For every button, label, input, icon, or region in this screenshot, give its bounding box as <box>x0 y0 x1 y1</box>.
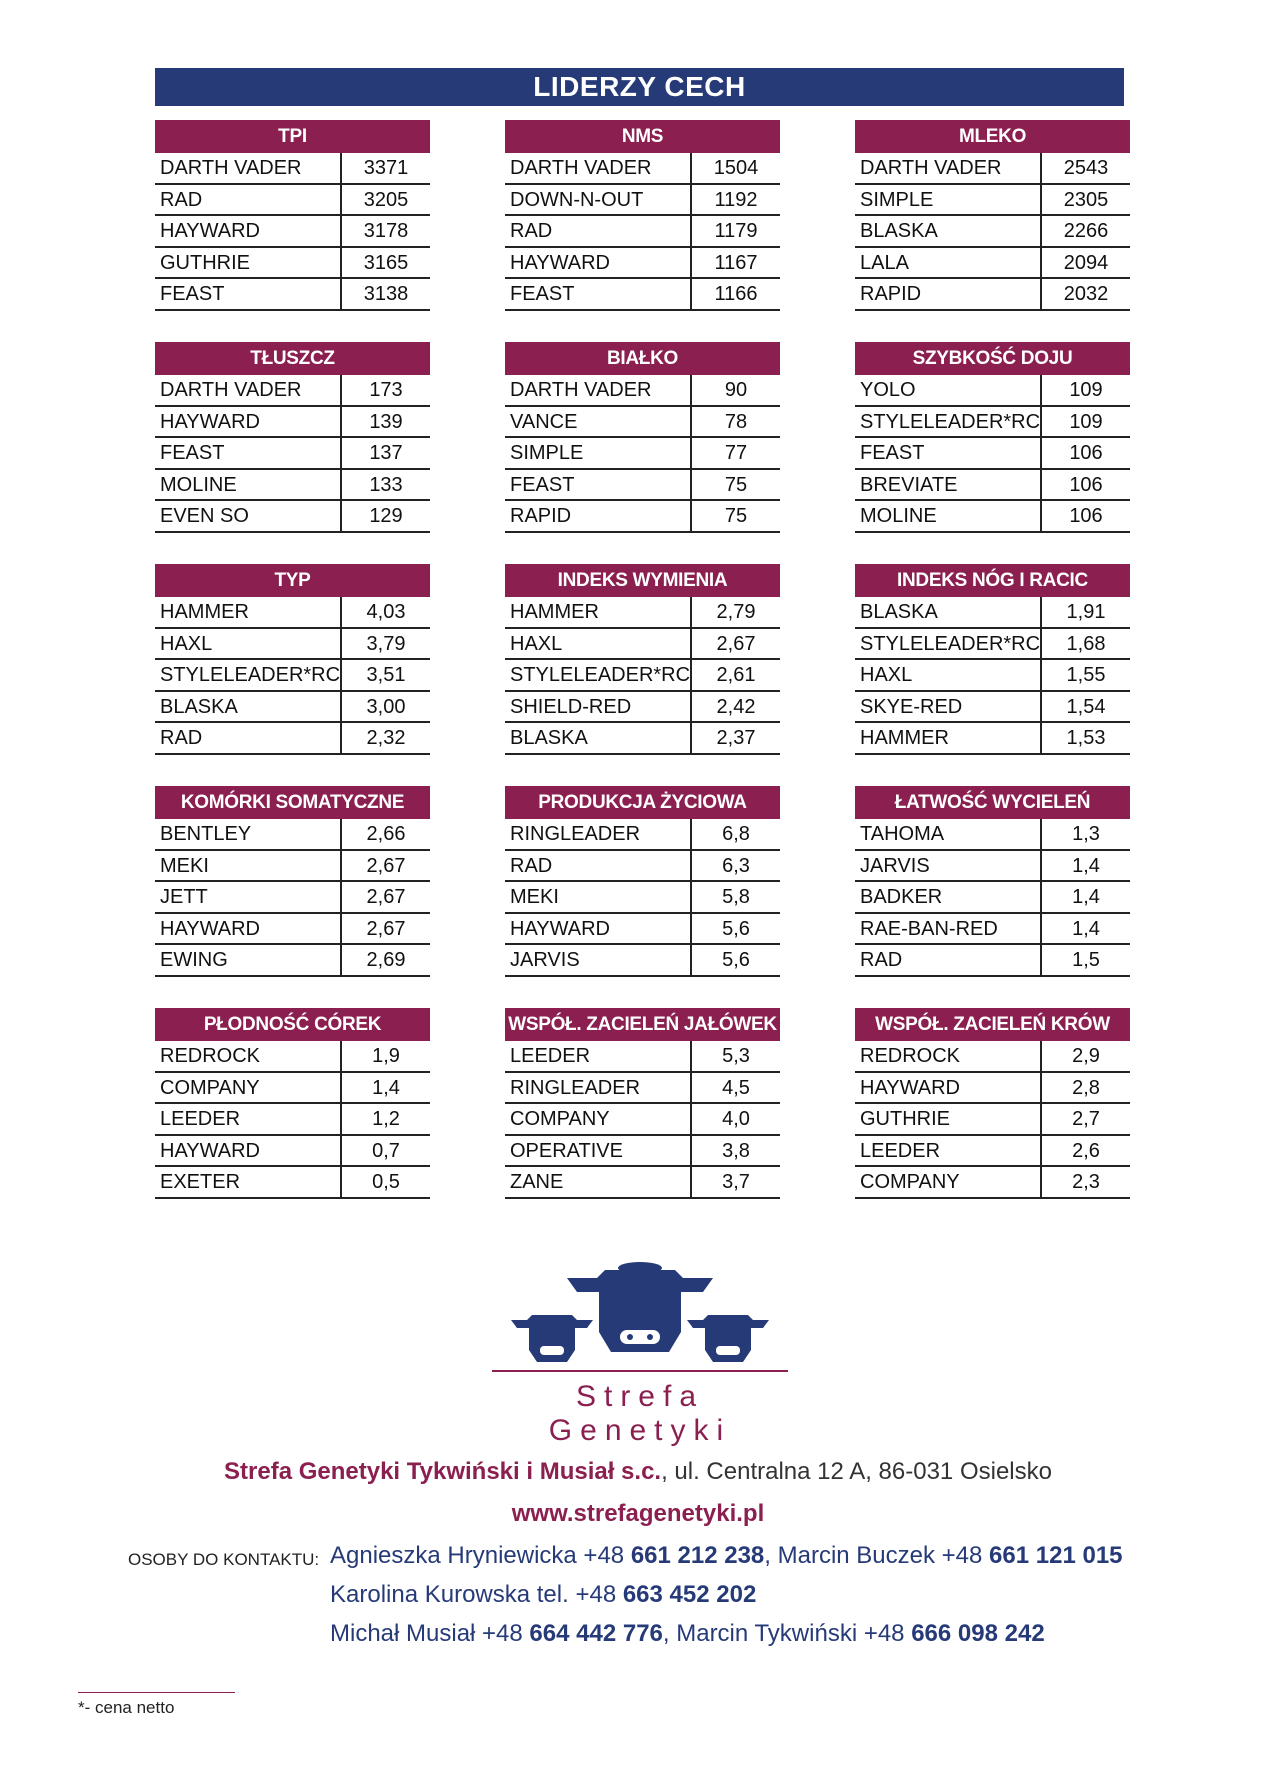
trait-table-header: SZYBKOŚĆ DOJU <box>855 342 1130 375</box>
table-row <box>855 1073 1130 1105</box>
trait-value: 2,67 <box>366 917 406 940</box>
bull-name: FEAST <box>155 279 342 309</box>
trait-value: 133 <box>369 473 403 496</box>
trait-table-header: ŁATWOŚĆ WYCIELEŃ <box>855 786 1130 819</box>
trait-value: 1,4 <box>372 1076 400 1099</box>
table-row <box>155 216 430 248</box>
trait-value: 2,67 <box>366 886 406 909</box>
bull-name: BLASKA <box>155 692 342 722</box>
trait-value: 3,51 <box>366 664 406 687</box>
trait-value: 3371 <box>363 157 409 179</box>
table-row <box>505 279 780 311</box>
trait-value: 4,5 <box>722 1076 750 1099</box>
bull-name: HAXL <box>155 629 342 659</box>
bull-name: LEEDER <box>155 1104 342 1134</box>
trait-value: 106 <box>1069 473 1103 496</box>
bull-name: RAE-BAN-RED <box>855 914 1042 944</box>
trait-table-header: INDEKS NÓG I RACIC <box>855 564 1130 597</box>
trait-value: 137 <box>369 442 403 465</box>
bull-name: RINGLEADER <box>505 1073 692 1103</box>
trait-table-header: KOMÓRKI SOMATYCZNE <box>155 786 430 819</box>
trait-table <box>855 564 1130 755</box>
trait-table-header: PRODUKCJA ŻYCIOWA <box>505 786 780 819</box>
table-row <box>505 185 780 217</box>
bull-name: RAD <box>505 216 692 246</box>
trait-table <box>855 1008 1130 1199</box>
bull-name: VANCE <box>505 407 692 437</box>
bull-name: SKYE-RED <box>855 692 1042 722</box>
trait-value: 1166 <box>714 283 758 306</box>
bull-name: HAYWARD <box>505 914 692 944</box>
trait-value: 2032 <box>1063 283 1109 306</box>
table-row <box>855 248 1130 280</box>
bull-name: HAYWARD <box>155 216 342 246</box>
trait-value: 1192 <box>714 188 758 211</box>
trait-table-header: TŁUSZCZ <box>155 342 430 375</box>
trait-value: 1,54 <box>1066 695 1106 718</box>
table-row <box>855 723 1130 755</box>
footnote: *- cena netto <box>78 1698 175 1717</box>
table-row <box>855 660 1130 692</box>
table-row <box>155 1104 430 1136</box>
trait-value: 2,69 <box>366 949 406 972</box>
trait-value: 1504 <box>713 157 759 179</box>
contact-person: , Marcin Buczek +48 <box>764 1542 990 1569</box>
table-row <box>505 819 780 851</box>
table-row <box>855 1041 1130 1073</box>
trait-value: 1,4 <box>1072 917 1100 940</box>
bull-name: DARTH VADER <box>155 375 342 405</box>
table-row <box>505 438 780 470</box>
trait-table <box>505 1008 780 1199</box>
bull-name: FEAST <box>155 438 342 468</box>
bull-name: DARTH VADER <box>505 153 692 183</box>
table-row <box>855 597 1130 629</box>
trait-value: 1,4 <box>1072 854 1100 877</box>
company-name: Strefa Genetyki Tykwiński i Musiał s.c. <box>224 1458 662 1485</box>
bull-name: BLASKA <box>505 723 692 753</box>
table-row <box>155 692 430 724</box>
trait-value: 2,79 <box>716 601 756 623</box>
trait-value: 1,9 <box>372 1045 400 1067</box>
bull-name: COMPANY <box>155 1073 342 1103</box>
bull-name: JETT <box>155 882 342 912</box>
bull-name: HAXL <box>505 629 692 659</box>
bull-name: LEEDER <box>505 1041 692 1071</box>
trait-value: 1,53 <box>1066 727 1106 750</box>
bull-name: HAXL <box>855 660 1042 690</box>
trait-table <box>155 1008 430 1199</box>
bull-name: OPERATIVE <box>505 1136 692 1166</box>
table-row <box>505 153 780 185</box>
bull-name: FEAST <box>505 279 692 309</box>
trait-value: 5,3 <box>722 1045 750 1067</box>
trait-value: 2,32 <box>366 727 406 750</box>
trait-value: 6,8 <box>722 823 750 845</box>
table-row <box>505 914 780 946</box>
bull-name: BLASKA <box>855 216 1042 246</box>
table-row <box>505 660 780 692</box>
trait-value: 3205 <box>363 188 409 211</box>
contact-phone[interactable]: 663 452 202 <box>622 1581 757 1608</box>
table-row <box>155 407 430 439</box>
trait-table <box>155 786 430 977</box>
bull-name: BLASKA <box>855 597 1042 627</box>
bull-name: STYLELEADER*RC <box>505 660 692 690</box>
table-row <box>505 216 780 248</box>
table-row <box>155 1136 430 1168</box>
trait-table <box>855 342 1130 533</box>
table-row <box>155 1167 430 1199</box>
bull-name: DARTH VADER <box>505 375 692 405</box>
trait-value: 129 <box>369 505 403 528</box>
bull-name: JARVIS <box>505 945 692 975</box>
bull-name: STYLELEADER*RC <box>855 407 1042 437</box>
trait-value: 3165 <box>363 251 409 274</box>
bull-name: RAD <box>855 945 1042 975</box>
bull-name: GUTHRIE <box>855 1104 1042 1134</box>
table-row <box>855 1167 1130 1199</box>
trait-value: 2094 <box>1063 251 1109 274</box>
bull-name: RAD <box>155 185 342 215</box>
table-row <box>155 945 430 977</box>
table-row <box>155 851 430 883</box>
table-row <box>505 1073 780 1105</box>
table-row <box>155 1073 430 1105</box>
table-row <box>855 882 1130 914</box>
contact-person: , Marcin Tykwiński +48 <box>662 1620 912 1647</box>
company-address: , ul. Centralna 12 A, 86-031 Osielsko <box>661 1458 1052 1485</box>
table-row <box>505 1167 780 1199</box>
trait-value: 6,3 <box>722 854 750 877</box>
contact-phone[interactable]: 666 098 242 <box>911 1620 1045 1647</box>
bull-name: MOLINE <box>155 470 342 500</box>
table-row <box>855 375 1130 407</box>
trait-table <box>155 342 430 533</box>
table-row <box>855 945 1130 977</box>
trait-value: 1,4 <box>1072 886 1100 909</box>
table-row <box>855 438 1130 470</box>
bull-name: FEAST <box>505 470 692 500</box>
table-row <box>855 1104 1130 1136</box>
bull-name: HAYWARD <box>855 1073 1042 1103</box>
bull-name: BREVIATE <box>855 470 1042 500</box>
table-row <box>855 470 1130 502</box>
trait-value: 109 <box>1069 410 1103 433</box>
trait-value: 1,68 <box>1066 632 1106 655</box>
website-link[interactable]: www.strefagenetyki.pl <box>511 1500 765 1527</box>
table-row <box>155 185 430 217</box>
table-row <box>855 851 1130 883</box>
bull-name: MEKI <box>505 882 692 912</box>
trait-table-header: PŁODNOŚĆ CÓREK <box>155 1008 430 1041</box>
table-row <box>855 407 1130 439</box>
table-row <box>505 1136 780 1168</box>
bull-name: HAMMER <box>505 597 692 627</box>
trait-value: 77 <box>724 442 748 465</box>
trait-value: 78 <box>724 410 748 433</box>
contact-line <box>330 1620 1045 1648</box>
bull-name: STYLELEADER*RC <box>855 629 1042 659</box>
contact-phone[interactable]: 661 121 015 <box>989 1542 1123 1569</box>
table-row <box>505 851 780 883</box>
contact-person: Agnieszka Hryniewicka +48 <box>330 1542 631 1569</box>
bull-name: SIMPLE <box>855 185 1042 215</box>
brand-name: Strefa Genetyki <box>548 1380 732 1447</box>
table-row <box>155 819 430 851</box>
bull-name: COMPANY <box>855 1167 1042 1197</box>
trait-table-header: TYP <box>155 564 430 597</box>
table-row <box>505 629 780 661</box>
trait-value: 2305 <box>1063 188 1109 211</box>
table-row <box>505 1104 780 1136</box>
table-row <box>155 501 430 533</box>
table-row <box>855 629 1130 661</box>
bull-name: HAYWARD <box>155 914 342 944</box>
table-row <box>155 597 430 629</box>
trait-table-header: MLEKO <box>855 120 1130 153</box>
trait-value: 1179 <box>714 220 758 243</box>
bull-name: HAMMER <box>155 597 342 627</box>
table-row <box>505 723 780 755</box>
trait-table <box>855 786 1130 977</box>
trait-value: 106 <box>1069 505 1103 528</box>
trait-value: 5,8 <box>722 886 750 909</box>
bull-name: HAYWARD <box>155 1136 342 1166</box>
table-row <box>155 470 430 502</box>
table-row <box>155 248 430 280</box>
trait-value: 1,91 <box>1066 601 1106 623</box>
table-row <box>155 279 430 311</box>
trait-value: 3,79 <box>366 632 406 655</box>
trait-value: 2,8 <box>1072 1076 1100 1099</box>
trait-table <box>505 120 780 311</box>
trait-table <box>505 786 780 977</box>
trait-table-header: TPI <box>155 120 430 153</box>
trait-table-header: INDEKS WYMIENIA <box>505 564 780 597</box>
contact-phone[interactable]: 664 442 776 <box>529 1620 663 1647</box>
trait-table <box>155 564 430 755</box>
bull-name: EWING <box>155 945 342 975</box>
bull-name: DARTH VADER <box>155 153 342 183</box>
trait-value: 3,7 <box>722 1171 750 1194</box>
trait-value: 5,6 <box>722 949 750 972</box>
table-row <box>505 375 780 407</box>
table-row <box>155 660 430 692</box>
bull-name: RAPID <box>505 501 692 531</box>
bull-name: DOWN-N-OUT <box>505 185 692 215</box>
bull-name: HAYWARD <box>155 407 342 437</box>
trait-value: 2266 <box>1063 220 1109 243</box>
trait-value: 2543 <box>1063 157 1109 179</box>
bull-name: RAPID <box>855 279 1042 309</box>
trait-value: 0,7 <box>372 1139 400 1162</box>
bull-name: MEKI <box>155 851 342 881</box>
table-row <box>155 1041 430 1073</box>
bull-name: GUTHRIE <box>155 248 342 278</box>
bull-name: LEEDER <box>855 1136 1042 1166</box>
trait-value: 2,3 <box>1072 1171 1100 1194</box>
trait-table <box>505 342 780 533</box>
bull-name: YOLO <box>855 375 1042 405</box>
table-row <box>155 882 430 914</box>
table-row <box>155 723 430 755</box>
bull-name: RAD <box>505 851 692 881</box>
bull-name: EXETER <box>155 1167 342 1197</box>
bull-name: ZANE <box>505 1167 692 1197</box>
trait-value: 106 <box>1069 442 1103 465</box>
trait-value: 1,2 <box>372 1108 400 1131</box>
bull-name: EVEN SO <box>155 501 342 531</box>
bull-name: BADKER <box>855 882 1042 912</box>
bull-name: DARTH VADER <box>855 153 1042 183</box>
table-row <box>505 407 780 439</box>
table-row <box>155 629 430 661</box>
footnote-divider <box>78 1692 235 1693</box>
trait-table-header: BIAŁKO <box>505 342 780 375</box>
bull-name: LALA <box>855 248 1042 278</box>
trait-table <box>855 120 1130 311</box>
trait-value: 3,00 <box>366 695 406 718</box>
trait-value: 4,0 <box>722 1108 750 1131</box>
bull-name: STYLELEADER*RC <box>155 660 342 690</box>
bull-name: FEAST <box>855 438 1042 468</box>
trait-value: 2,67 <box>716 632 756 655</box>
table-row <box>155 153 430 185</box>
bull-name: HAMMER <box>855 723 1042 753</box>
bull-name: BENTLEY <box>155 819 342 849</box>
trait-value: 2,67 <box>366 854 406 877</box>
table-row <box>855 914 1130 946</box>
contact-person: Michał Musiał +48 <box>330 1620 530 1647</box>
table-row <box>855 153 1130 185</box>
trait-value: 3138 <box>363 283 409 306</box>
bull-name: RINGLEADER <box>505 819 692 849</box>
table-row <box>855 501 1130 533</box>
contact-line <box>330 1542 1123 1570</box>
trait-value: 4,03 <box>366 601 406 623</box>
bull-name: REDROCK <box>855 1041 1042 1071</box>
trait-value: 173 <box>369 379 403 401</box>
table-row <box>855 819 1130 851</box>
trait-value: 2,6 <box>1072 1139 1100 1162</box>
trait-value: 3178 <box>363 220 409 243</box>
table-row <box>505 945 780 977</box>
contact-line <box>330 1581 756 1609</box>
page-title: LIDERZY CECH <box>155 68 1124 106</box>
bull-name: TAHOMA <box>855 819 1042 849</box>
trait-value: 1167 <box>714 251 758 274</box>
trait-value: 139 <box>369 410 403 433</box>
bull-name: RAD <box>155 723 342 753</box>
bull-name: REDROCK <box>155 1041 342 1071</box>
table-row <box>855 185 1130 217</box>
company-line <box>0 1458 1276 1486</box>
trait-value: 2,9 <box>1072 1045 1100 1067</box>
brand-divider <box>492 1370 788 1372</box>
trait-value: 1,5 <box>1072 949 1100 972</box>
trait-value: 1,3 <box>1072 823 1100 845</box>
table-row <box>155 914 430 946</box>
bull-name: COMPANY <box>505 1104 692 1134</box>
trait-table-header: NMS <box>505 120 780 153</box>
trait-value: 90 <box>724 379 748 401</box>
contact-phone[interactable]: 661 212 238 <box>630 1542 765 1569</box>
trait-value: 1,55 <box>1066 664 1106 687</box>
trait-value: 109 <box>1069 379 1103 401</box>
trait-value: 2,66 <box>366 823 406 845</box>
trait-value: 0,5 <box>372 1171 400 1194</box>
table-row <box>505 597 780 629</box>
table-row <box>505 1041 780 1073</box>
bull-name: SHIELD-RED <box>505 692 692 722</box>
table-row <box>505 882 780 914</box>
table-row <box>505 692 780 724</box>
table-row <box>855 279 1130 311</box>
contact-label: OSOBY DO KONTAKTU: <box>128 1550 320 1569</box>
bull-name: HAYWARD <box>505 248 692 278</box>
trait-value: 3,8 <box>722 1139 750 1162</box>
trait-value: 5,6 <box>722 917 750 940</box>
bull-name: MOLINE <box>855 501 1042 531</box>
bull-name: SIMPLE <box>505 438 692 468</box>
table-row <box>505 501 780 533</box>
trait-table-header: WSPÓŁ. ZACIELEŃ JAŁÓWEK <box>505 1008 780 1041</box>
trait-table <box>505 564 780 755</box>
contact-person: Karolina Kurowska tel. +48 <box>330 1581 623 1608</box>
trait-value: 2,42 <box>716 695 756 718</box>
trait-value: 75 <box>724 505 748 528</box>
trait-value: 75 <box>724 473 748 496</box>
bull-name: JARVIS <box>855 851 1042 881</box>
trait-table <box>155 120 430 311</box>
table-row <box>855 216 1130 248</box>
trait-value: 2,7 <box>1072 1108 1100 1131</box>
table-row <box>505 470 780 502</box>
table-row <box>155 375 430 407</box>
trait-table-header: WSPÓŁ. ZACIELEŃ KRÓW <box>855 1008 1130 1041</box>
table-row <box>855 1136 1130 1168</box>
table-row <box>155 438 430 470</box>
trait-value: 2,37 <box>716 727 756 750</box>
table-row <box>855 692 1130 724</box>
table-row <box>505 248 780 280</box>
trait-value: 2,61 <box>716 664 756 687</box>
